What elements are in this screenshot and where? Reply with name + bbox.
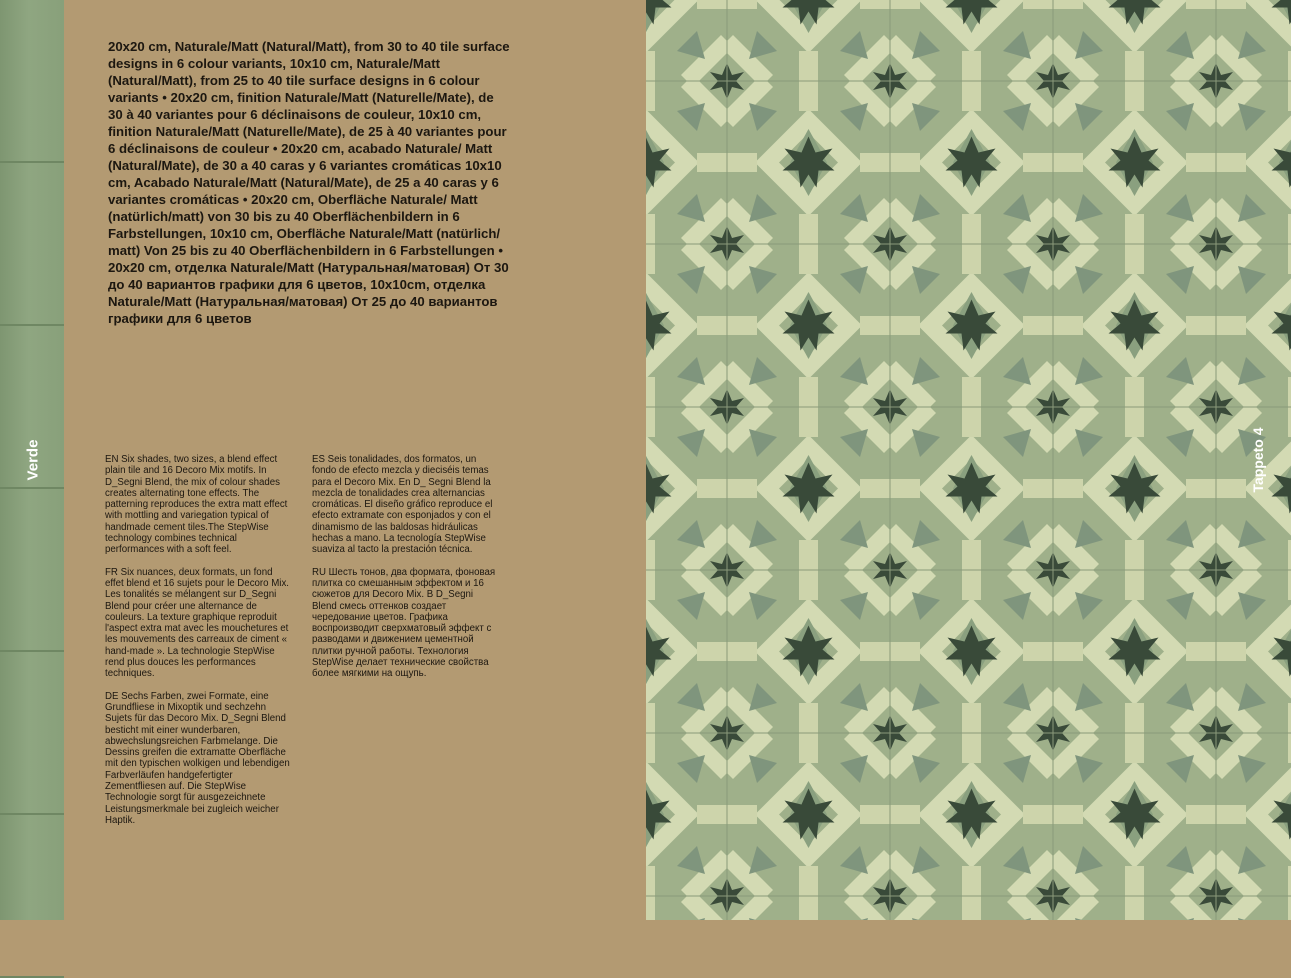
- side-label-verde: Verde: [24, 439, 42, 481]
- strip-tile: [0, 652, 64, 815]
- description-column-left: [105, 454, 290, 837]
- description-column-right: [312, 454, 497, 691]
- description-de: DE Sechs Farben, zwei Formate, eine Grundfliese in Mixoptik und sechzehn Sujets für das Decoro Mix. D_Segni Blend besticht mit einer wunderbaren, abwechslungsreichen Farbmelange. Die Dessins greifen die extramatte Oberfläche mit den typischen wolkigen und lebendigen Farbverläufen handgefertigter Zementfliesen auf. Die StepWise Technologie sorgt für ausgezeichnete Leistungsmerkmale bei zugleich weicher Haptik.: [105, 690, 290, 826]
- description-ru: RU Шесть тонов, два формата, фоновая плитка со смешанным эффектом и 16 сюжетов для Decoro Mix. В D_Segni Blend смесь оттенков создает чередование цветов. Графика воспроизводит сверхматовый эффект с разводами и движением цементной плитки ручной работы. Технология StepWise делает технические свойства более мягкими на ощупь.: [312, 566, 496, 680]
- tile-pattern-photo: [646, 0, 1291, 920]
- product-specs-headline: 20x20 cm, Naturale/Matt (Natural/Matt), from 30 to 40 tile surface designs in 6 colour variants, 10x10 cm, Naturale/Matt (Natural/Matt), from 25 to 40 tile surface designs in 6 colour variants • 20x20 cm, finition Naturale/Matt (Naturelle/Mate), de 30 à 40 variantes pour 6 déclinaisons de couleur, 10x10 cm, finition Naturale/Matt (Naturelle/Mate), de 25 à 40 variantes pour 6 déclinaisons de couleur • 20x20 cm, acabado Naturale/ Matt (Natural/Mate), de 30 a 40 caras y 6 variantes cromáticas 10x10 cm, Acabado Naturale/Matt (Natural/Mate), de 25 a 40 caras y 6 variantes cromáticas • 20x20 cm, Oberfläche Naturale/ Matt (natürlich/matt) von 30 bis zu 40 Oberflächenbildern in 6 Farbstellungen, 10x10 cm, Oberfläche Naturale/Matt (natürlich/ matt) Von 25 bis zu 40 Oberflächenbildern in 6 Farbstellungen • 20x20 cm, отделка Naturale/Matt (Натуральная/матовая) От 30 до 40 вариантов графики для 6 цветов, 10x10cm, отделка Naturale/Matt (Натуральная/матовая) От 25 до 40 вариантов графики для 6 цветов: [108, 39, 510, 326]
- strip-tile: [0, 489, 64, 652]
- description-es: ES Seis tonalidades, dos formatos, un fondo de efecto mezcla y dieciséis temas para el Decoro Mix. En D_ Segni Blend la mezcla de tonalidades crea alternancias cromáticas. El diseño gráfico reproduce el efecto extramate con esponjados y con el dinamismo de las baldosas hidráulicas hechas a mano. La tecnología StepWise suaviza al tacto la prestación técnica.: [312, 454, 493, 556]
- page-label-tappeto: Tappeto 4: [1250, 427, 1266, 493]
- geometric-star-tile-pattern-icon: [646, 0, 1291, 920]
- strip-tile: [0, 815, 64, 978]
- description-fr: FR Six nuances, deux formats, un fond effet blend et 16 sujets pour le Decoro Mix. Les tonalités se mélangent sur D_Segni Blend pour créer une alternance de couleurs. La texture graphique reproduit l'aspect extra mat avec les mouchetures et les mouvements des carreaux de ciment « hand-made ». La technologie StepWise rend plus douces les performances techniques.: [105, 566, 289, 680]
- strip-tile: [0, 163, 64, 326]
- strip-tile: [0, 0, 64, 163]
- description-en: EN Six shades, two sizes, a blend effect plain tile and 16 Decoro Mix motifs. In D_Segni Blend, the mix of colour shades creates alternating tone effects. The patterning reproduces the extra matt effect with mottling and variegation typical of handmade cement tiles.The StepWise technology combines technical performances with a soft feel.: [105, 454, 288, 556]
